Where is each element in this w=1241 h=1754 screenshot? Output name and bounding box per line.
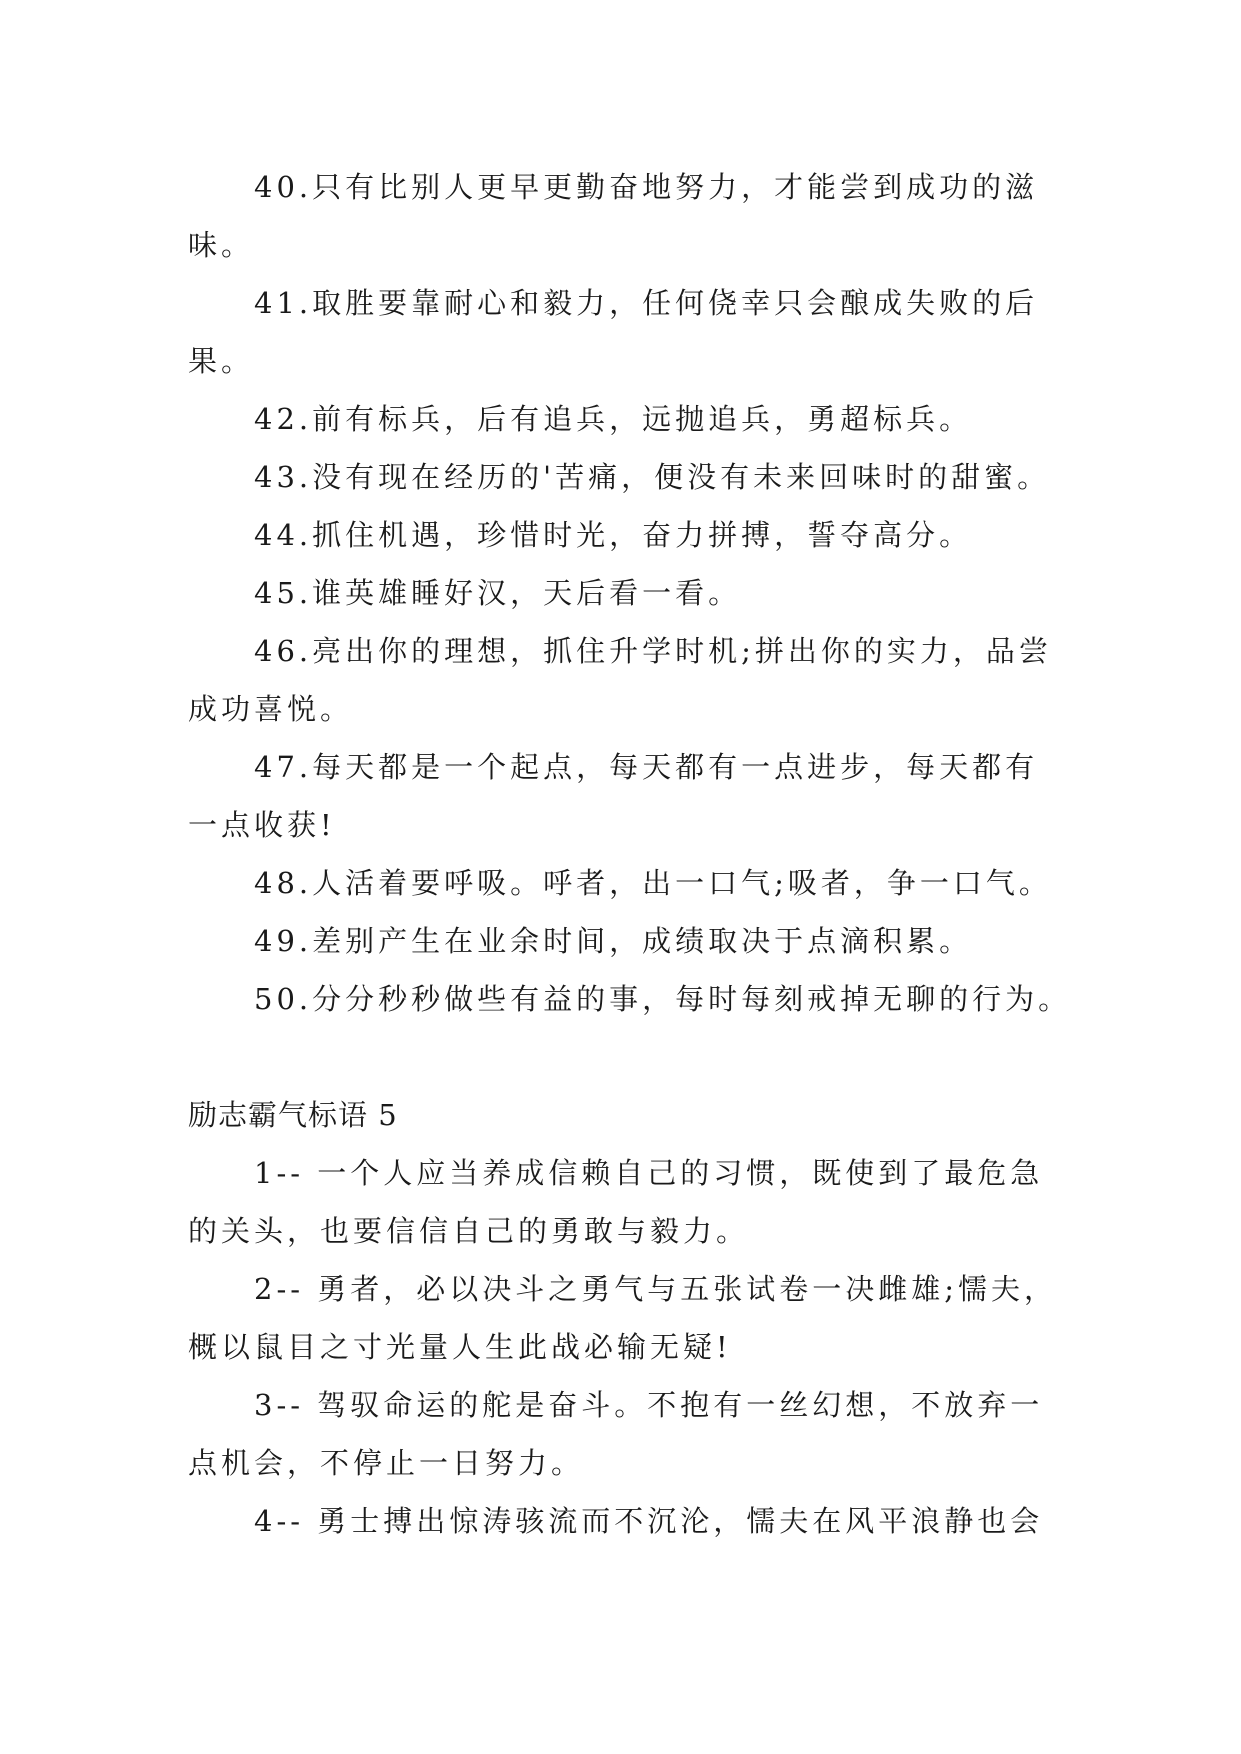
- list-item-4: 4-- 勇士搏出惊涛骇流而不沉沦，懦夫在风平浪静也会: [254, 1504, 1044, 1538]
- list-item-44: 44.抓住机遇，珍惜时光，奋力拼搏，誓夺高分。: [254, 518, 973, 552]
- list-item-48: 48.人活着要呼吸。呼者，出一口气;吸者，争一口气。: [254, 866, 1052, 900]
- list-item-49: 49.差别产生在业余时间，成绩取决于点滴积累。: [254, 924, 973, 958]
- list-item-45: 45.谁英雄睡好汉，天后看一看。: [254, 576, 742, 610]
- list-item-50: 50.分分秒秒做些有益的事，每时每刻戒掉无聊的行为。: [254, 982, 1072, 1016]
- list-item-3: 3-- 驾驭命运的舵是奋斗。不抱有一丝幻想，不放弃一点机会，不停止一日努力。: [188, 1388, 1044, 1480]
- list-item-41: 41.取胜要靠耐心和毅力，任何侥幸只会酿成失败的后果。: [188, 286, 1039, 378]
- list-item-47: 47.每天都是一个起点，每天都有一点进步，每天都有一点收获!: [188, 750, 1039, 842]
- list-item-43: 43.没有现在经历的'苦痛，便没有未来回味时的甜蜜。: [254, 460, 1051, 494]
- document-body: [188, 158, 1072, 1550]
- list-item-2: 2-- 勇者，必以决斗之勇气与五张试卷一决雌雄;懦夫，概以鼠目之寸光量人生此战必输无疑!: [188, 1272, 1058, 1364]
- list-item-1: 1-- 一个人应当养成信赖自己的习惯，既使到了最危急的关头，也要信信自己的勇敢与毅力。: [188, 1156, 1044, 1248]
- section-heading: 励志霸气标语 5: [188, 1098, 398, 1132]
- section-spacer: [188, 1028, 1068, 1086]
- list-item-40: 40.只有比别人更早更勤奋地努力，才能尝到成功的滋味。: [188, 170, 1039, 262]
- list-item-42: 42.前有标兵，后有追兵，远抛追兵，勇超标兵。: [254, 402, 973, 436]
- list-item-46: 46.亮出你的理想，抓住升学时机;拼出你的实力，品尝成功喜悦。: [188, 634, 1052, 726]
